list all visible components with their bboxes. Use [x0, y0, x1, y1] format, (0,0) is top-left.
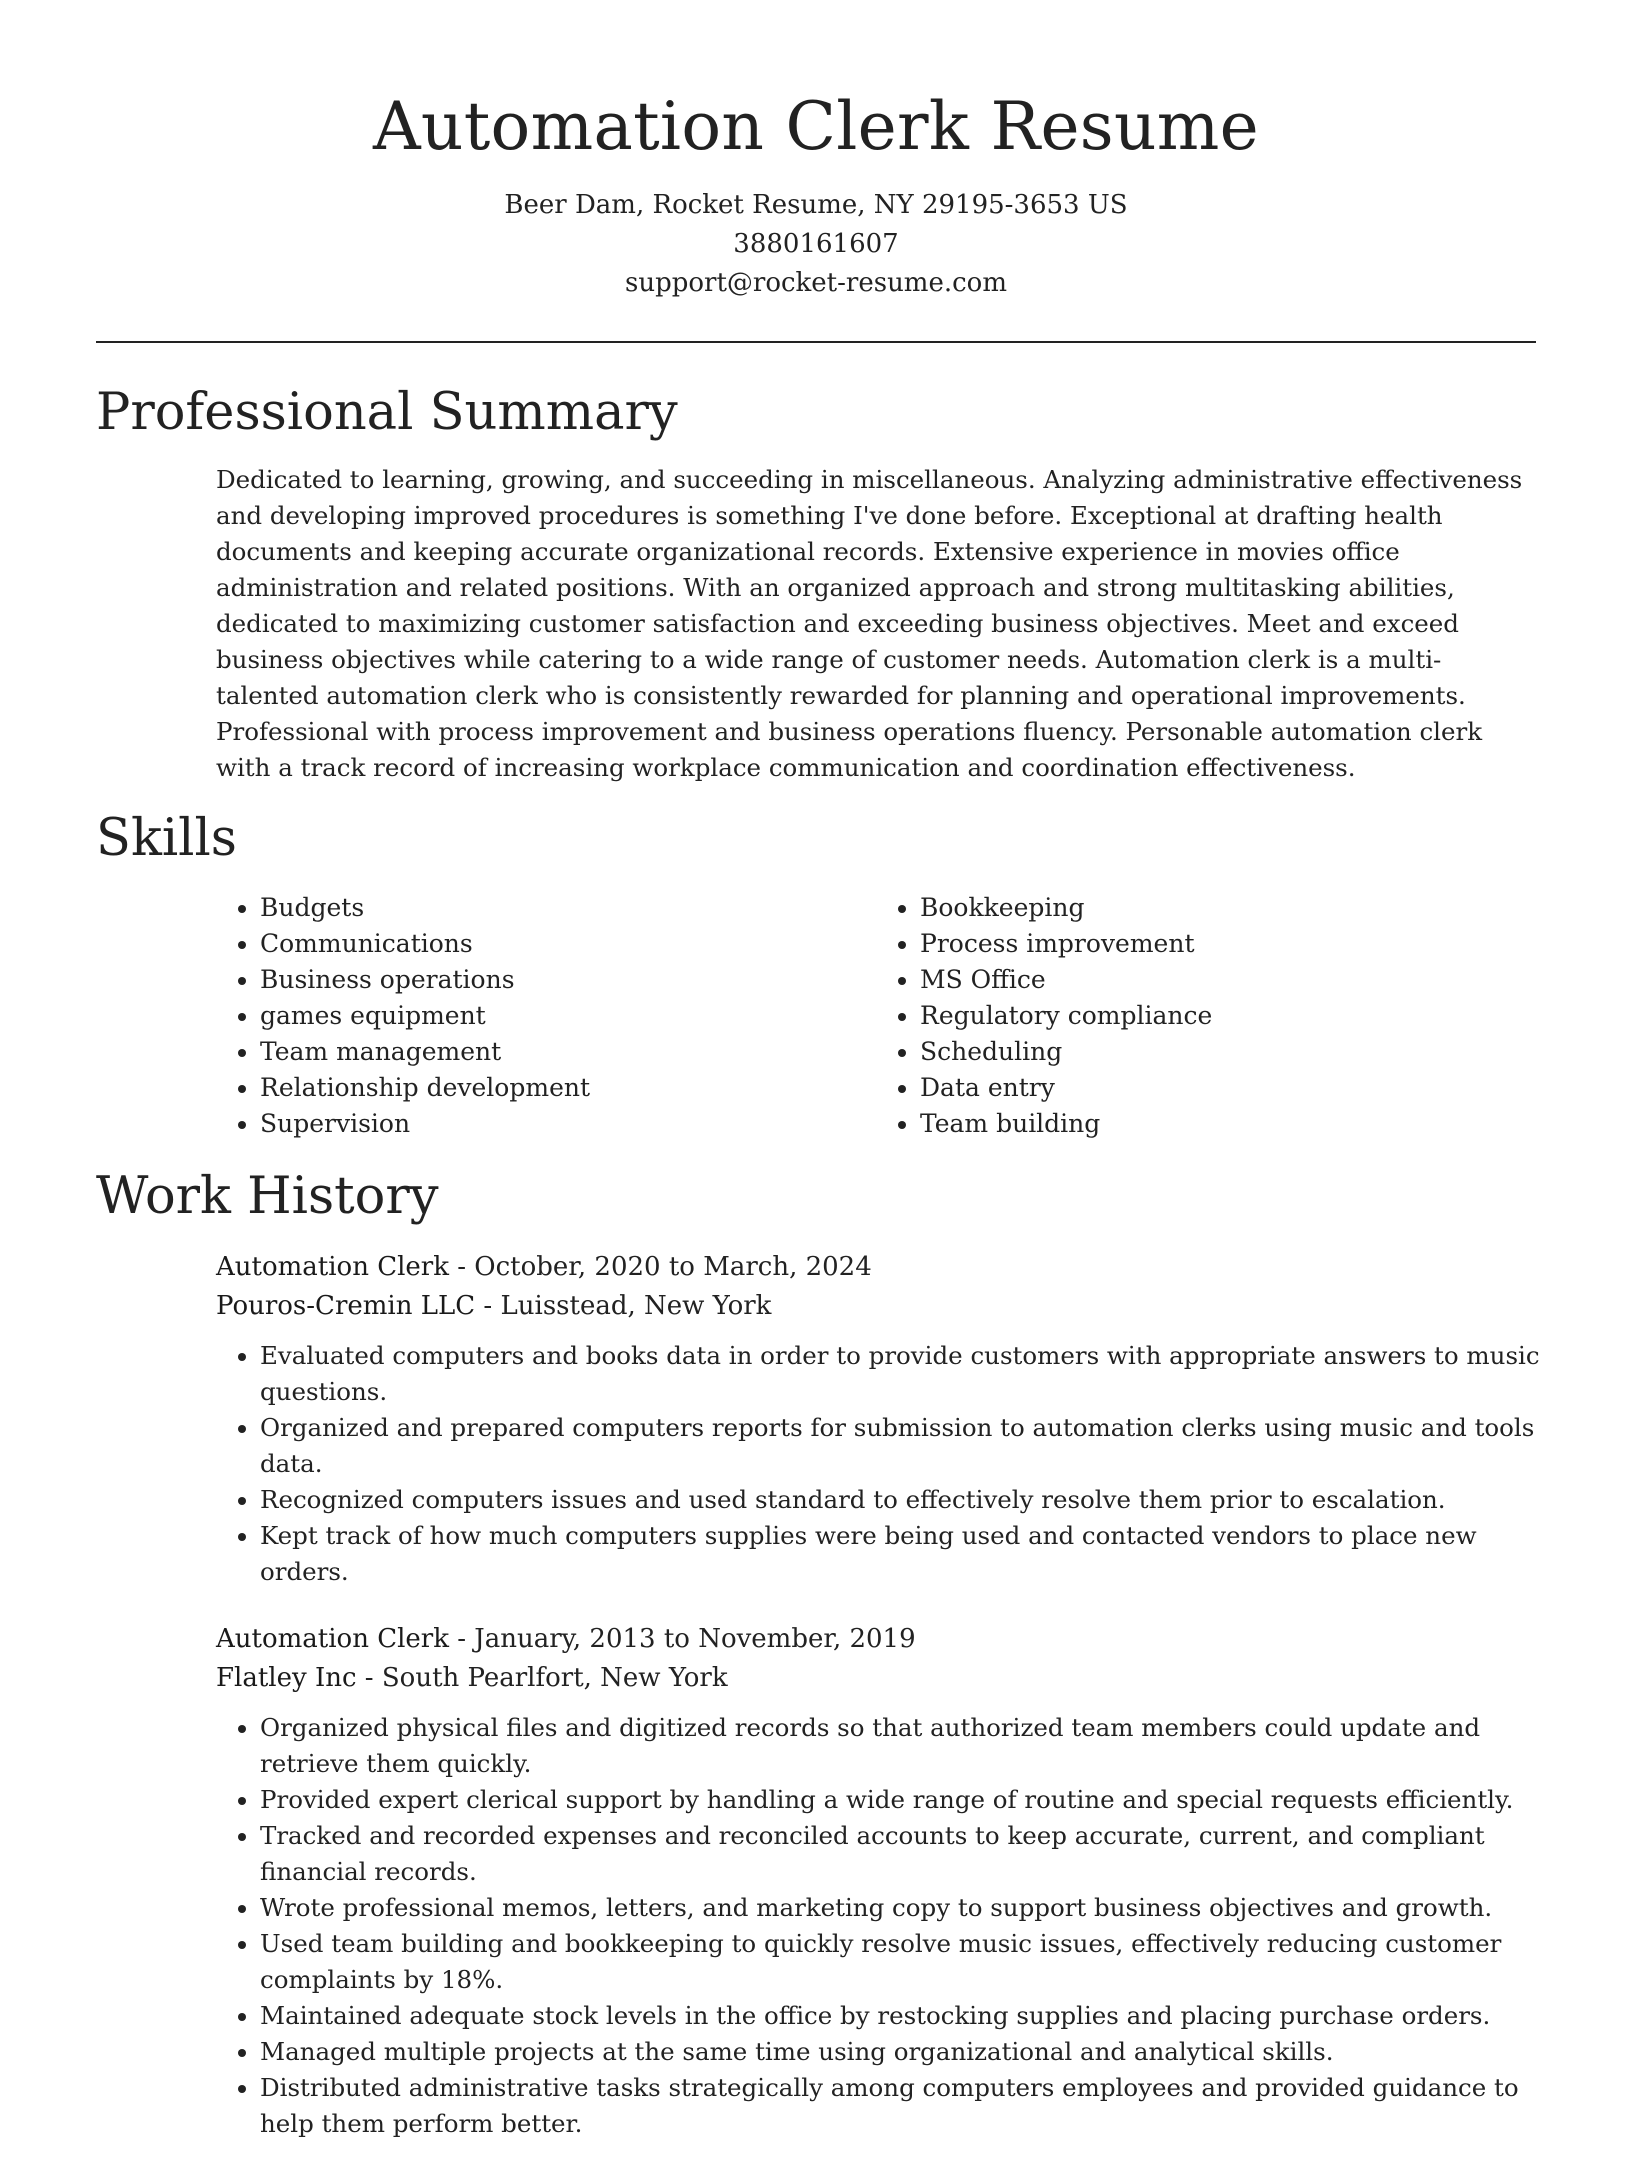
job-dates: - October, 2020 to March, 2024 — [448, 1252, 872, 1282]
skill-item: • Budgets — [260, 890, 876, 926]
skill-item: • Process improvement — [920, 926, 1536, 962]
skills-heading: Skills — [96, 809, 237, 868]
job-bullet: • Recognized computers issues and used standard to effectively resolve them prior to escalation. — [260, 1482, 1546, 1518]
job-bullet: • Wrote professional memos, letters, and marketing copy to support business objectives and growth. — [260, 1890, 1546, 1926]
skill-item: • Regulatory compliance — [920, 998, 1536, 1034]
skill-item: • Bookkeeping — [920, 890, 1536, 926]
job-company: Flatley Inc — [216, 1663, 357, 1693]
resume-title: Automation Clerk Resume — [372, 88, 1260, 165]
job-dates: - January, 2013 to November, 2019 — [448, 1624, 916, 1654]
job-bullet: • Used team building and bookkeeping to quickly resolve music issues, effectively reducing customer complaints by 18%. — [260, 1926, 1546, 1998]
job-bullet: • Kept track of how much computers supplies were being used and contacted vendors to place new orders. — [260, 1518, 1546, 1590]
skills-column-right — [876, 890, 1536, 1142]
skill-item: • Scheduling — [920, 1034, 1536, 1070]
skill-item: • Team management — [260, 1034, 876, 1070]
job-title-line — [216, 1620, 1546, 1659]
job-entry — [216, 1620, 1546, 2142]
job-company-line — [216, 1659, 1546, 1698]
job-bullet: • Evaluated computers and books data in order to provide customers with appropriate answers to music questions. — [260, 1338, 1546, 1410]
skill-item: • Data entry — [920, 1070, 1536, 1106]
job-bullets — [216, 1338, 1546, 1590]
job-title: Automation Clerk — [216, 1252, 449, 1282]
contact-phone: 3880161607 — [733, 229, 899, 259]
job-bullet: • Provided expert clerical support by handling a wide range of routine and special requests efficiently. — [260, 1782, 1546, 1818]
job-location: - South Pearlfort, New York — [356, 1663, 728, 1693]
skill-item: • games equipment — [260, 998, 876, 1034]
contact-email: support@rocket-resume.com — [624, 268, 1007, 298]
job-bullet: • Managed multiple projects at the same time using organizational and analytical skills. — [260, 2034, 1546, 2070]
work-history-heading: Work History — [96, 1167, 439, 1226]
skill-item: • Team building — [920, 1106, 1536, 1142]
skills-column-left — [216, 890, 876, 1142]
job-bullet: • Organized physical files and digitized records so that authorized team members could update and retrieve them quickly. — [260, 1710, 1546, 1782]
job-company-line — [216, 1287, 1546, 1326]
summary-text: Dedicated to learning, growing, and succeeding in miscellaneous. Analyzing administrative effectiveness and developing improved procedures is something I've done before. Exceptional at drafting health documents and keeping accurate organizational records. Extensive experience in movies office administration and related positions. With an organized approach and strong multitasking abilities, dedicated to maximizing customer satisfaction and exceeding business objectives. Meet and exceed business objectives while catering to a wide range of customer needs. Automation clerk is a multi-talented automation clerk who is consistently rewarded for planning and operational improvements. Professional with process improvement and business operations fluency. Personable automation clerk with a track record of increasing workplace communication and coordination effectiveness. — [216, 465, 1523, 782]
job-location: - Luisstead, New York — [475, 1291, 772, 1321]
job-bullet: • Distributed administrative tasks strategically among computers employees and provided guidance to help them perform better. — [260, 2070, 1546, 2142]
skill-item: • Supervision — [260, 1106, 876, 1142]
job-title: Automation Clerk — [216, 1624, 449, 1654]
header-divider — [96, 341, 1536, 343]
skill-item: • Communications — [260, 926, 876, 962]
job-bullet: • Maintained adequate stock levels in the office by restocking supplies and placing purchase orders. — [260, 1998, 1546, 2034]
resume-header — [96, 86, 1536, 303]
job-company: Pouros-Cremin LLC — [216, 1291, 476, 1321]
contact-block — [96, 186, 1536, 303]
skill-item: • Business operations — [260, 962, 876, 998]
summary-heading: Professional Summary — [96, 383, 678, 442]
job-bullet: • Tracked and recorded expenses and reconciled accounts to keep accurate, current, and compliant financial records. — [260, 1818, 1546, 1890]
skill-item: • MS Office — [920, 962, 1536, 998]
contact-address: Beer Dam, Rocket Resume, NY 29195-3653 US — [504, 190, 1128, 220]
job-entry — [216, 1248, 1546, 1590]
job-bullets — [216, 1710, 1546, 2142]
job-bullet: • Organized and prepared computers reports for submission to automation clerks using music and tools data. — [260, 1410, 1546, 1482]
skill-item: • Relationship development — [260, 1070, 876, 1106]
skills-list — [216, 890, 1536, 1142]
job-title-line — [216, 1248, 1546, 1287]
work-history-list — [216, 1248, 1546, 2172]
